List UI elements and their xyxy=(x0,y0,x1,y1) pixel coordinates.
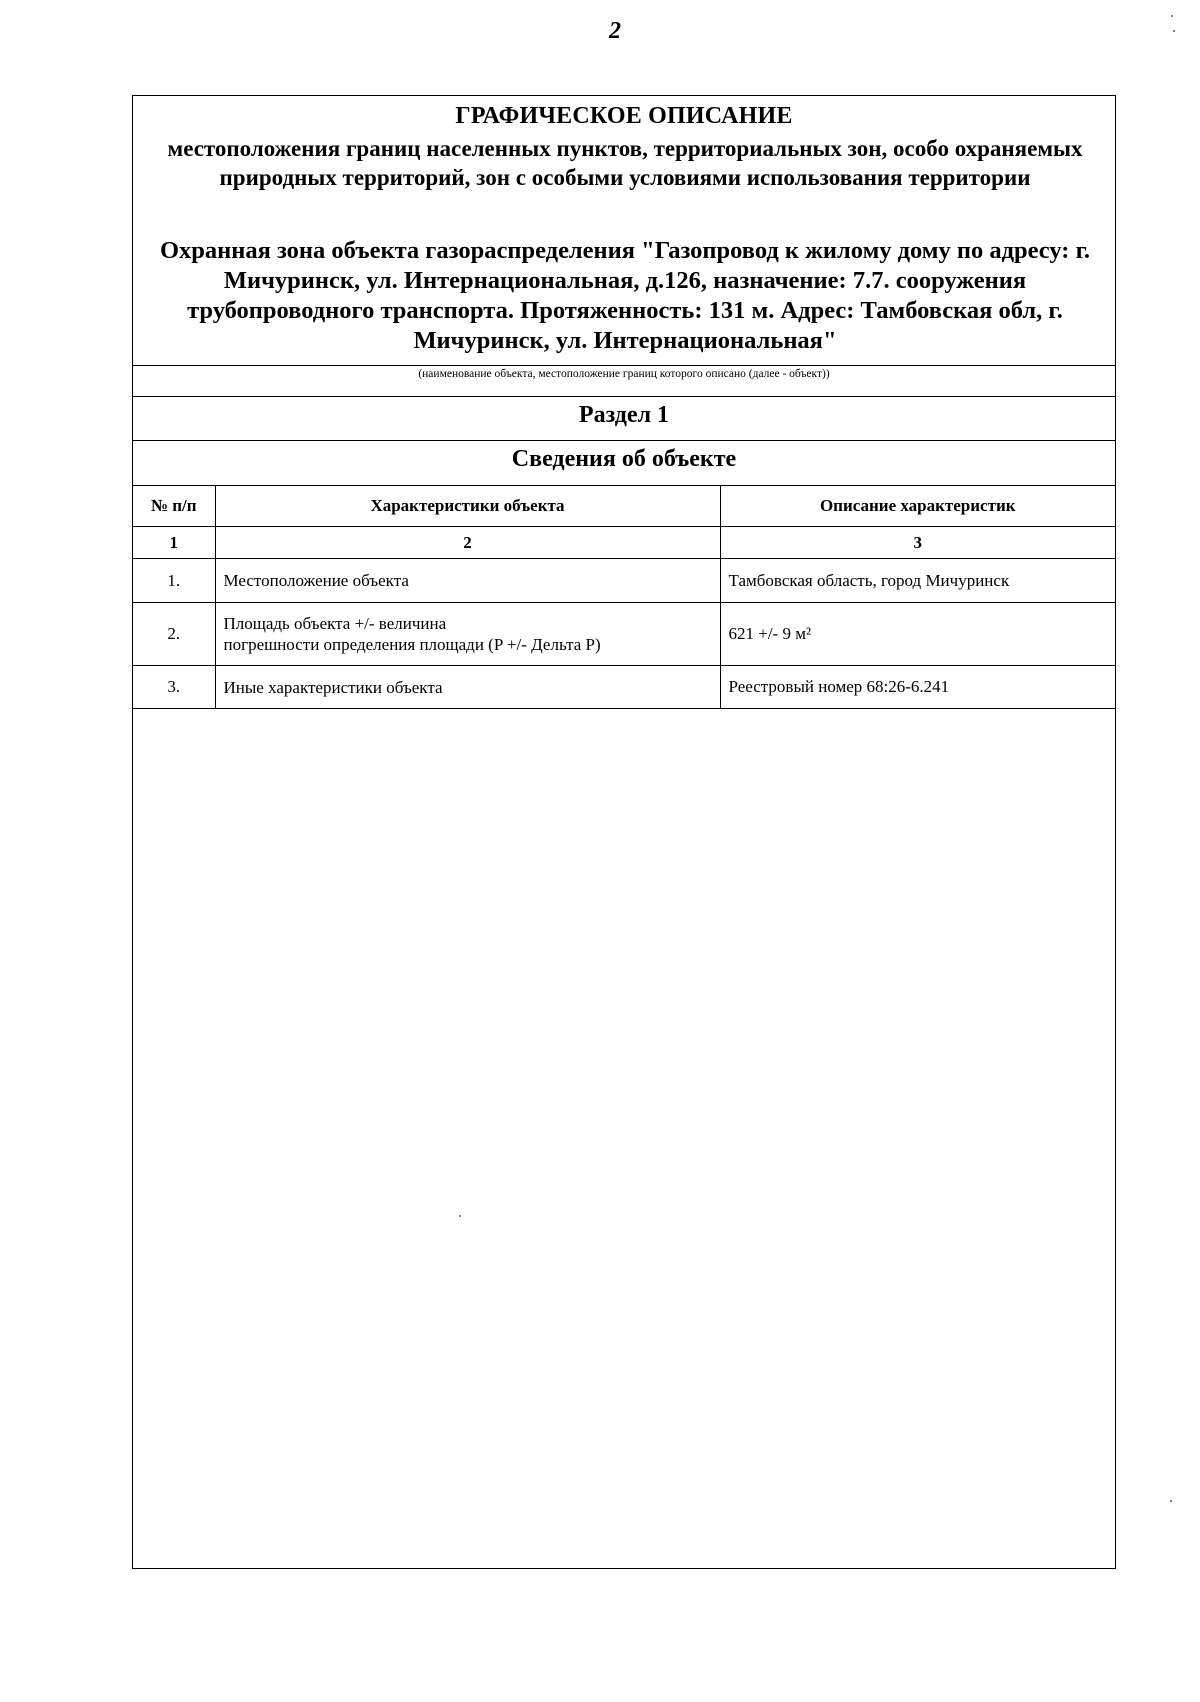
column-header-description: Описание характеристик xyxy=(720,486,1115,527)
characteristic-line: погрешности определения площади (P +/- Дельта P) xyxy=(223,635,601,654)
row-characteristic xyxy=(215,603,720,666)
column-number: 1 xyxy=(133,527,215,559)
row-number: 2. xyxy=(133,603,215,666)
characteristic-line: Иные характеристики объекта xyxy=(223,677,443,697)
characteristic-line: Площадь объекта +/- величина xyxy=(223,614,447,633)
table-row xyxy=(133,603,1115,666)
object-name: Охранная зона объекта газораспределения "Газопровод к жилому дому по адресу: г. Мичуринск, ул. Интернациональная, д.126, назначение: 7.7. сооружения трубопроводного транспорта. Протяженность: 131 м. Адрес: Тамбовская обл, г. Мичуринск, ул. Интернациональная" xyxy=(159,237,1091,354)
table-row xyxy=(133,666,1115,709)
row-characteristic xyxy=(215,666,720,709)
table-header-row xyxy=(133,486,1115,527)
row-description: 621 +/- 9 м² xyxy=(720,603,1115,666)
section-heading: Сведения об объекте xyxy=(511,446,737,472)
table-row xyxy=(133,559,1115,603)
scan-speck xyxy=(459,1215,461,1217)
scan-speck xyxy=(1171,15,1173,17)
column-number: 2 xyxy=(215,527,720,559)
section-divider-middle xyxy=(133,440,1115,441)
document-subtitle: местоположения границ населенных пунктов, территориальных зон, особо охраняемых природных территорий, зон с особыми условиями использования территории xyxy=(167,136,1083,190)
row-number: 1. xyxy=(133,559,215,603)
column-header-number: № п/п xyxy=(133,486,215,527)
object-info-table xyxy=(133,485,1115,709)
section-divider-top xyxy=(133,396,1115,397)
row-description: Тамбовская область, город Мичуринск xyxy=(720,559,1115,603)
section-label: Раздел 1 xyxy=(578,402,670,428)
column-number-row xyxy=(133,527,1115,559)
column-number: 3 xyxy=(720,527,1115,559)
characteristic-line: Местоположение объекта xyxy=(223,571,409,590)
document-header xyxy=(133,96,1115,366)
column-header-characteristic: Характеристики объекта xyxy=(215,486,720,527)
page-number: 2 xyxy=(609,18,621,44)
document-frame xyxy=(132,95,1116,1569)
scan-speck xyxy=(1173,30,1175,32)
caption-divider xyxy=(133,365,1115,366)
row-description: Реестровый номер 68:26-6.241 xyxy=(720,666,1115,709)
document-title: ГРАФИЧЕСКОЕ ОПИСАНИЕ xyxy=(455,103,793,129)
object-caption: (наименование объекта, местоположение границ которого описано (далее - объект)) xyxy=(418,368,830,380)
scan-speck xyxy=(1170,1500,1172,1502)
row-number: 3. xyxy=(133,666,215,709)
row-characteristic xyxy=(215,559,720,603)
